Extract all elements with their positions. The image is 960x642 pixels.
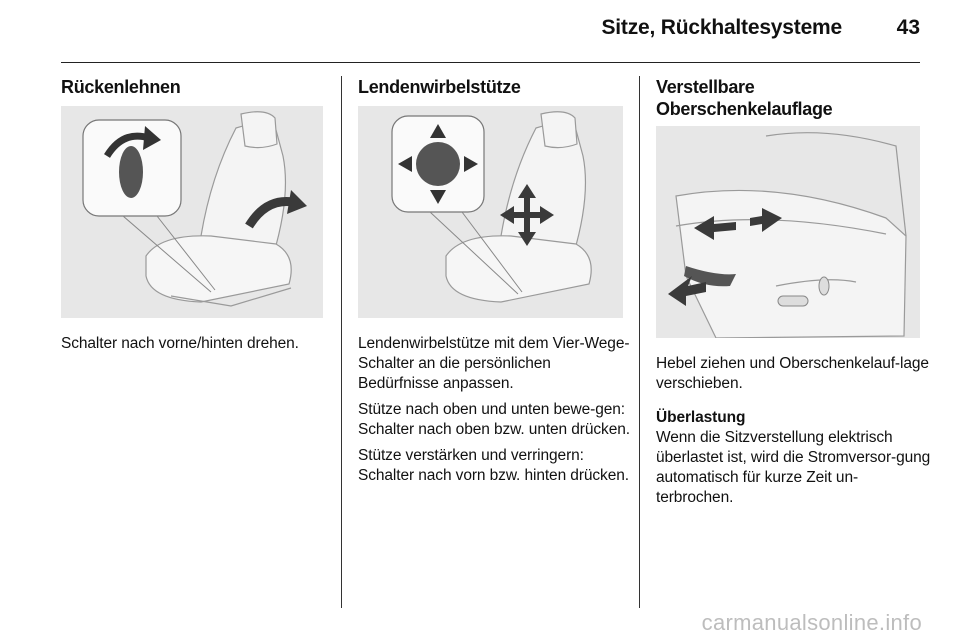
backrest-illustration (61, 106, 323, 318)
column-backrest-text (61, 334, 336, 360)
column-divider (639, 76, 640, 608)
column-lumbar (358, 76, 626, 98)
running-header-title: Sitze, Rückhaltesysteme (601, 16, 842, 39)
header-rule (61, 62, 920, 63)
paragraph: Schalter nach vorne/hinten drehen. (61, 335, 299, 352)
seat-backrest-icon (61, 106, 323, 318)
column-lumbar-text (358, 334, 633, 492)
paragraph: Wenn die Sitzverstellung elektrisch überlastet ist, wird die Stromversor-gung automatisch für kurze Zeit un-terbrochen. (656, 429, 931, 506)
section-heading: Rückenlehnen (61, 77, 181, 97)
subheading-overload: Überlastung (656, 409, 746, 426)
section-heading: Verstellbare Oberschenkelauflage (656, 77, 833, 119)
thigh-support-icon (656, 126, 920, 338)
paragraph: Stütze nach oben und unten bewe-gen: Schalter nach oben bzw. unten drücken. (358, 401, 630, 438)
section-heading: Lendenwirbelstütze (358, 77, 521, 97)
column-backrest (61, 76, 326, 98)
column-thigh-support (656, 76, 924, 120)
thigh-support-illustration (656, 126, 920, 338)
paragraph: Hebel ziehen und Oberschenkelauf-lage verschieben. (656, 355, 929, 392)
paragraph: Lendenwirbelstütze mit dem Vier-Wege-Schalter an die persönlichen Bedürfnisse anpassen. (358, 335, 630, 392)
column-thigh-support-text (656, 354, 931, 514)
page-number: 43 (896, 16, 920, 39)
paragraph: Stütze verstärken und verringern: Schalter nach vorn bzw. hinten drücken. (358, 447, 629, 484)
watermark: carmanualsonline.info (701, 610, 922, 635)
column-divider (341, 76, 342, 608)
lumbar-illustration (358, 106, 623, 318)
lumbar-support-icon (358, 106, 623, 318)
